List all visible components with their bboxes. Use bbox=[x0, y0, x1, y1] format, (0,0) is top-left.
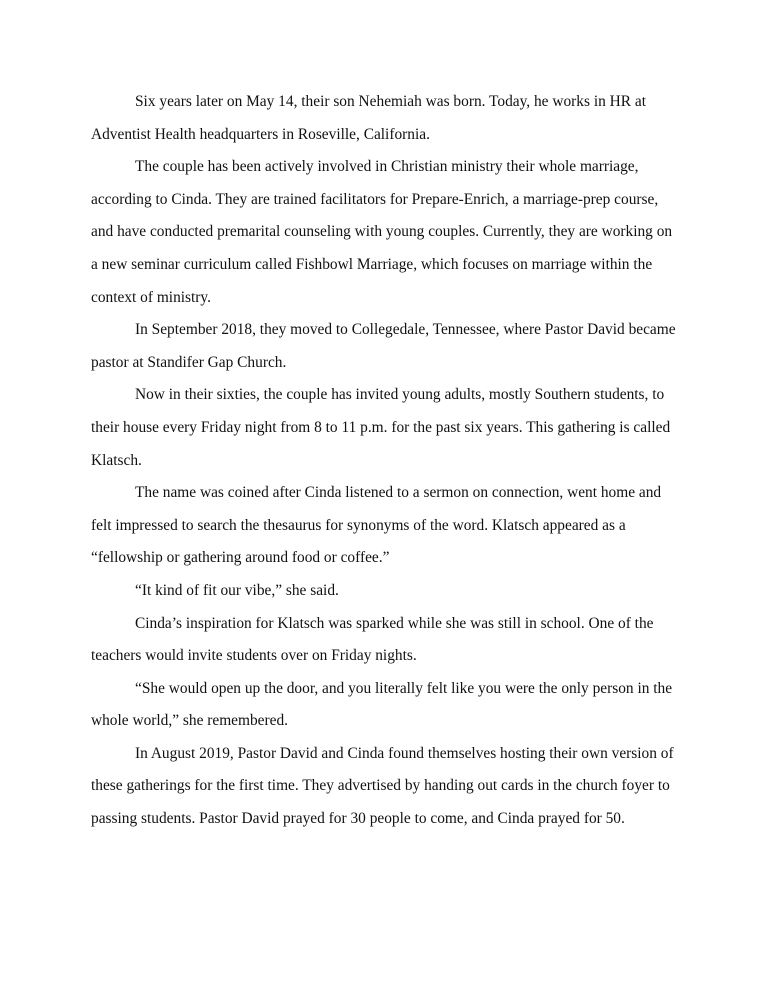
paragraph: The couple has been actively involved in Christian ministry their whole marriage, according to Cinda. They are trained facilitators for Prepare-Enrich, a marriage-prep course, and have conducted premarital counseling with young couples. Currently, they are working on a new seminar curriculum called Fishbowl Marriage, which focuses on marriage within the context of ministry. bbox=[91, 158, 673, 306]
paragraph: In August 2019, Pastor David and Cinda found themselves hosting their own version of these gatherings for the first time. They advertised by handing out cards in the church foyer to passing students. Pastor David prayed for 30 people to come, and Cinda prayed for 50. bbox=[91, 744, 674, 828]
paragraph: The name was coined after Cinda listened to a sermon on connection, went home and felt impressed to search the thesaurus for synonyms of the word. Klatsch appeared as a “fellowship or gathering around food or coffee.” bbox=[91, 484, 662, 567]
paragraph: Now in their sixties, the couple has invited young adults, mostly Southern students, to their house every Friday night from 8 to 11 p.m. for the past six years. This gathering is called Klatsch. bbox=[91, 386, 671, 469]
paragraph: Six years later on May 14, their son Nehemiah was born. Today, he works in HR at Adventist Health headquarters in Roseville, California. bbox=[91, 93, 646, 143]
paragraph: “It kind of fit our vibe,” she said. bbox=[135, 581, 339, 599]
paragraph: In September 2018, they moved to Collegedale, Tennessee, where Pastor David became pastor at Standifer Gap Church. bbox=[91, 321, 676, 371]
article-body bbox=[91, 86, 681, 836]
paragraph: “She would open up the door, and you literally felt like you were the only person in the whole world,” she remembered. bbox=[91, 679, 673, 730]
paragraph: Cinda’s inspiration for Klatsch was sparked while she was still in school. One of the teachers would invite students over on Friday nights. bbox=[91, 614, 654, 665]
